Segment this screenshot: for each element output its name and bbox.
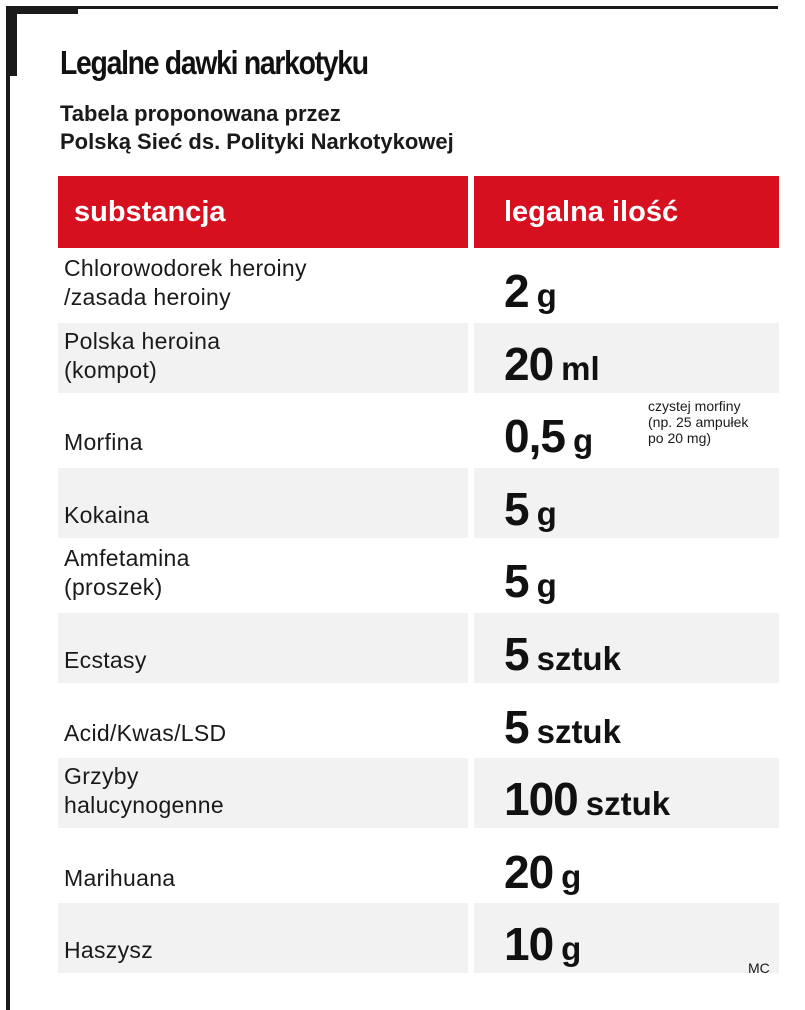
legal-amount xyxy=(504,264,557,318)
amount-cell xyxy=(474,540,779,610)
subtitle-line-1: Tabela proponowana przez xyxy=(60,101,341,126)
author-credit: MC xyxy=(748,960,770,976)
amount-value: 10 xyxy=(504,918,554,971)
amount-value: 20 xyxy=(504,845,554,898)
amount-cell xyxy=(474,686,779,756)
substance-name: Polska heroina (kompot) xyxy=(64,327,221,383)
legal-amount xyxy=(504,409,593,463)
table-row xyxy=(58,831,780,904)
amount-unit: sztuk xyxy=(536,712,621,750)
amount-unit: g xyxy=(536,567,557,605)
amount-value: 5 xyxy=(504,482,529,535)
subtitle-line-2: Polską Sieć ds. Polityki Narkotykowej xyxy=(60,129,454,154)
substance-name: Haszysz xyxy=(64,937,154,964)
column-header-substance: substancja xyxy=(58,176,468,248)
amount-cell xyxy=(474,831,779,901)
substance-cell xyxy=(58,686,468,756)
substance-cell xyxy=(58,468,468,538)
substance-name: Kokaina xyxy=(64,501,150,528)
substance-name: Grzyby halucynogenne xyxy=(64,763,224,819)
table-row xyxy=(58,758,780,831)
amount-value: 5 xyxy=(504,627,529,680)
substance-name: Chlorowodorek heroiny /zasada heroiny xyxy=(64,255,307,310)
substance-cell xyxy=(58,395,468,465)
amount-value: 100 xyxy=(504,773,578,826)
substance-name: Amfetamina (proszek) xyxy=(64,545,190,601)
amount-cell xyxy=(474,468,779,538)
amount-cell xyxy=(474,613,779,683)
amount-value: 5 xyxy=(504,700,529,753)
amount-value: 0,5 xyxy=(504,410,565,463)
amount-unit: g xyxy=(536,277,557,314)
amount-unit: ml xyxy=(561,349,600,387)
legal-amount xyxy=(504,482,557,536)
amount-unit: g xyxy=(536,494,557,532)
table-row xyxy=(58,613,780,686)
amount-value: 2 xyxy=(504,265,529,317)
page-title: Legalne dawki narkotyku xyxy=(60,44,368,81)
frame-left-rule xyxy=(6,6,10,1010)
substance-cell xyxy=(58,758,468,828)
substance-cell xyxy=(58,540,468,610)
legal-amount xyxy=(504,337,600,391)
amount-unit: g xyxy=(561,930,582,968)
amount-value: 5 xyxy=(504,555,529,608)
legal-amount xyxy=(504,772,670,826)
amount-cell xyxy=(474,758,779,828)
amount-cell xyxy=(474,323,779,393)
substance-cell xyxy=(58,323,468,393)
legal-amount xyxy=(504,627,621,681)
legal-amount xyxy=(504,700,621,754)
legal-amount xyxy=(504,917,581,971)
frame-left-accent xyxy=(6,6,17,76)
substance-name: Marihuana xyxy=(64,864,176,891)
legal-amount xyxy=(504,845,581,899)
substance-cell xyxy=(58,613,468,683)
amount-value: 20 xyxy=(504,337,554,390)
table-row xyxy=(58,903,780,976)
table-row xyxy=(58,323,780,396)
amount-unit: g xyxy=(572,422,594,460)
substance-name: Morfina xyxy=(64,429,143,456)
column-header-amount: legalna ilość xyxy=(474,176,779,248)
table-row xyxy=(58,540,780,613)
substance-cell xyxy=(58,250,468,320)
substance-name: Acid/Kwas/LSD xyxy=(64,719,227,746)
substance-name: Ecstasy xyxy=(64,646,147,673)
substance-cell xyxy=(58,903,468,973)
legal-amount xyxy=(504,554,557,608)
table-row xyxy=(58,468,780,541)
substance-cell xyxy=(58,831,468,901)
table-row xyxy=(58,686,780,759)
amount-unit: sztuk xyxy=(585,785,671,823)
subtitle xyxy=(60,100,454,156)
morphine-footnote: czystej morfiny (np. 25 ampułek po 20 mg) xyxy=(648,398,749,446)
amount-cell xyxy=(474,903,779,973)
table-body xyxy=(58,250,780,976)
frame-top-rule xyxy=(6,6,778,9)
amount-cell xyxy=(474,250,779,320)
amount-unit: g xyxy=(561,857,582,895)
table-row xyxy=(58,250,780,323)
amount-unit: sztuk xyxy=(536,639,621,677)
